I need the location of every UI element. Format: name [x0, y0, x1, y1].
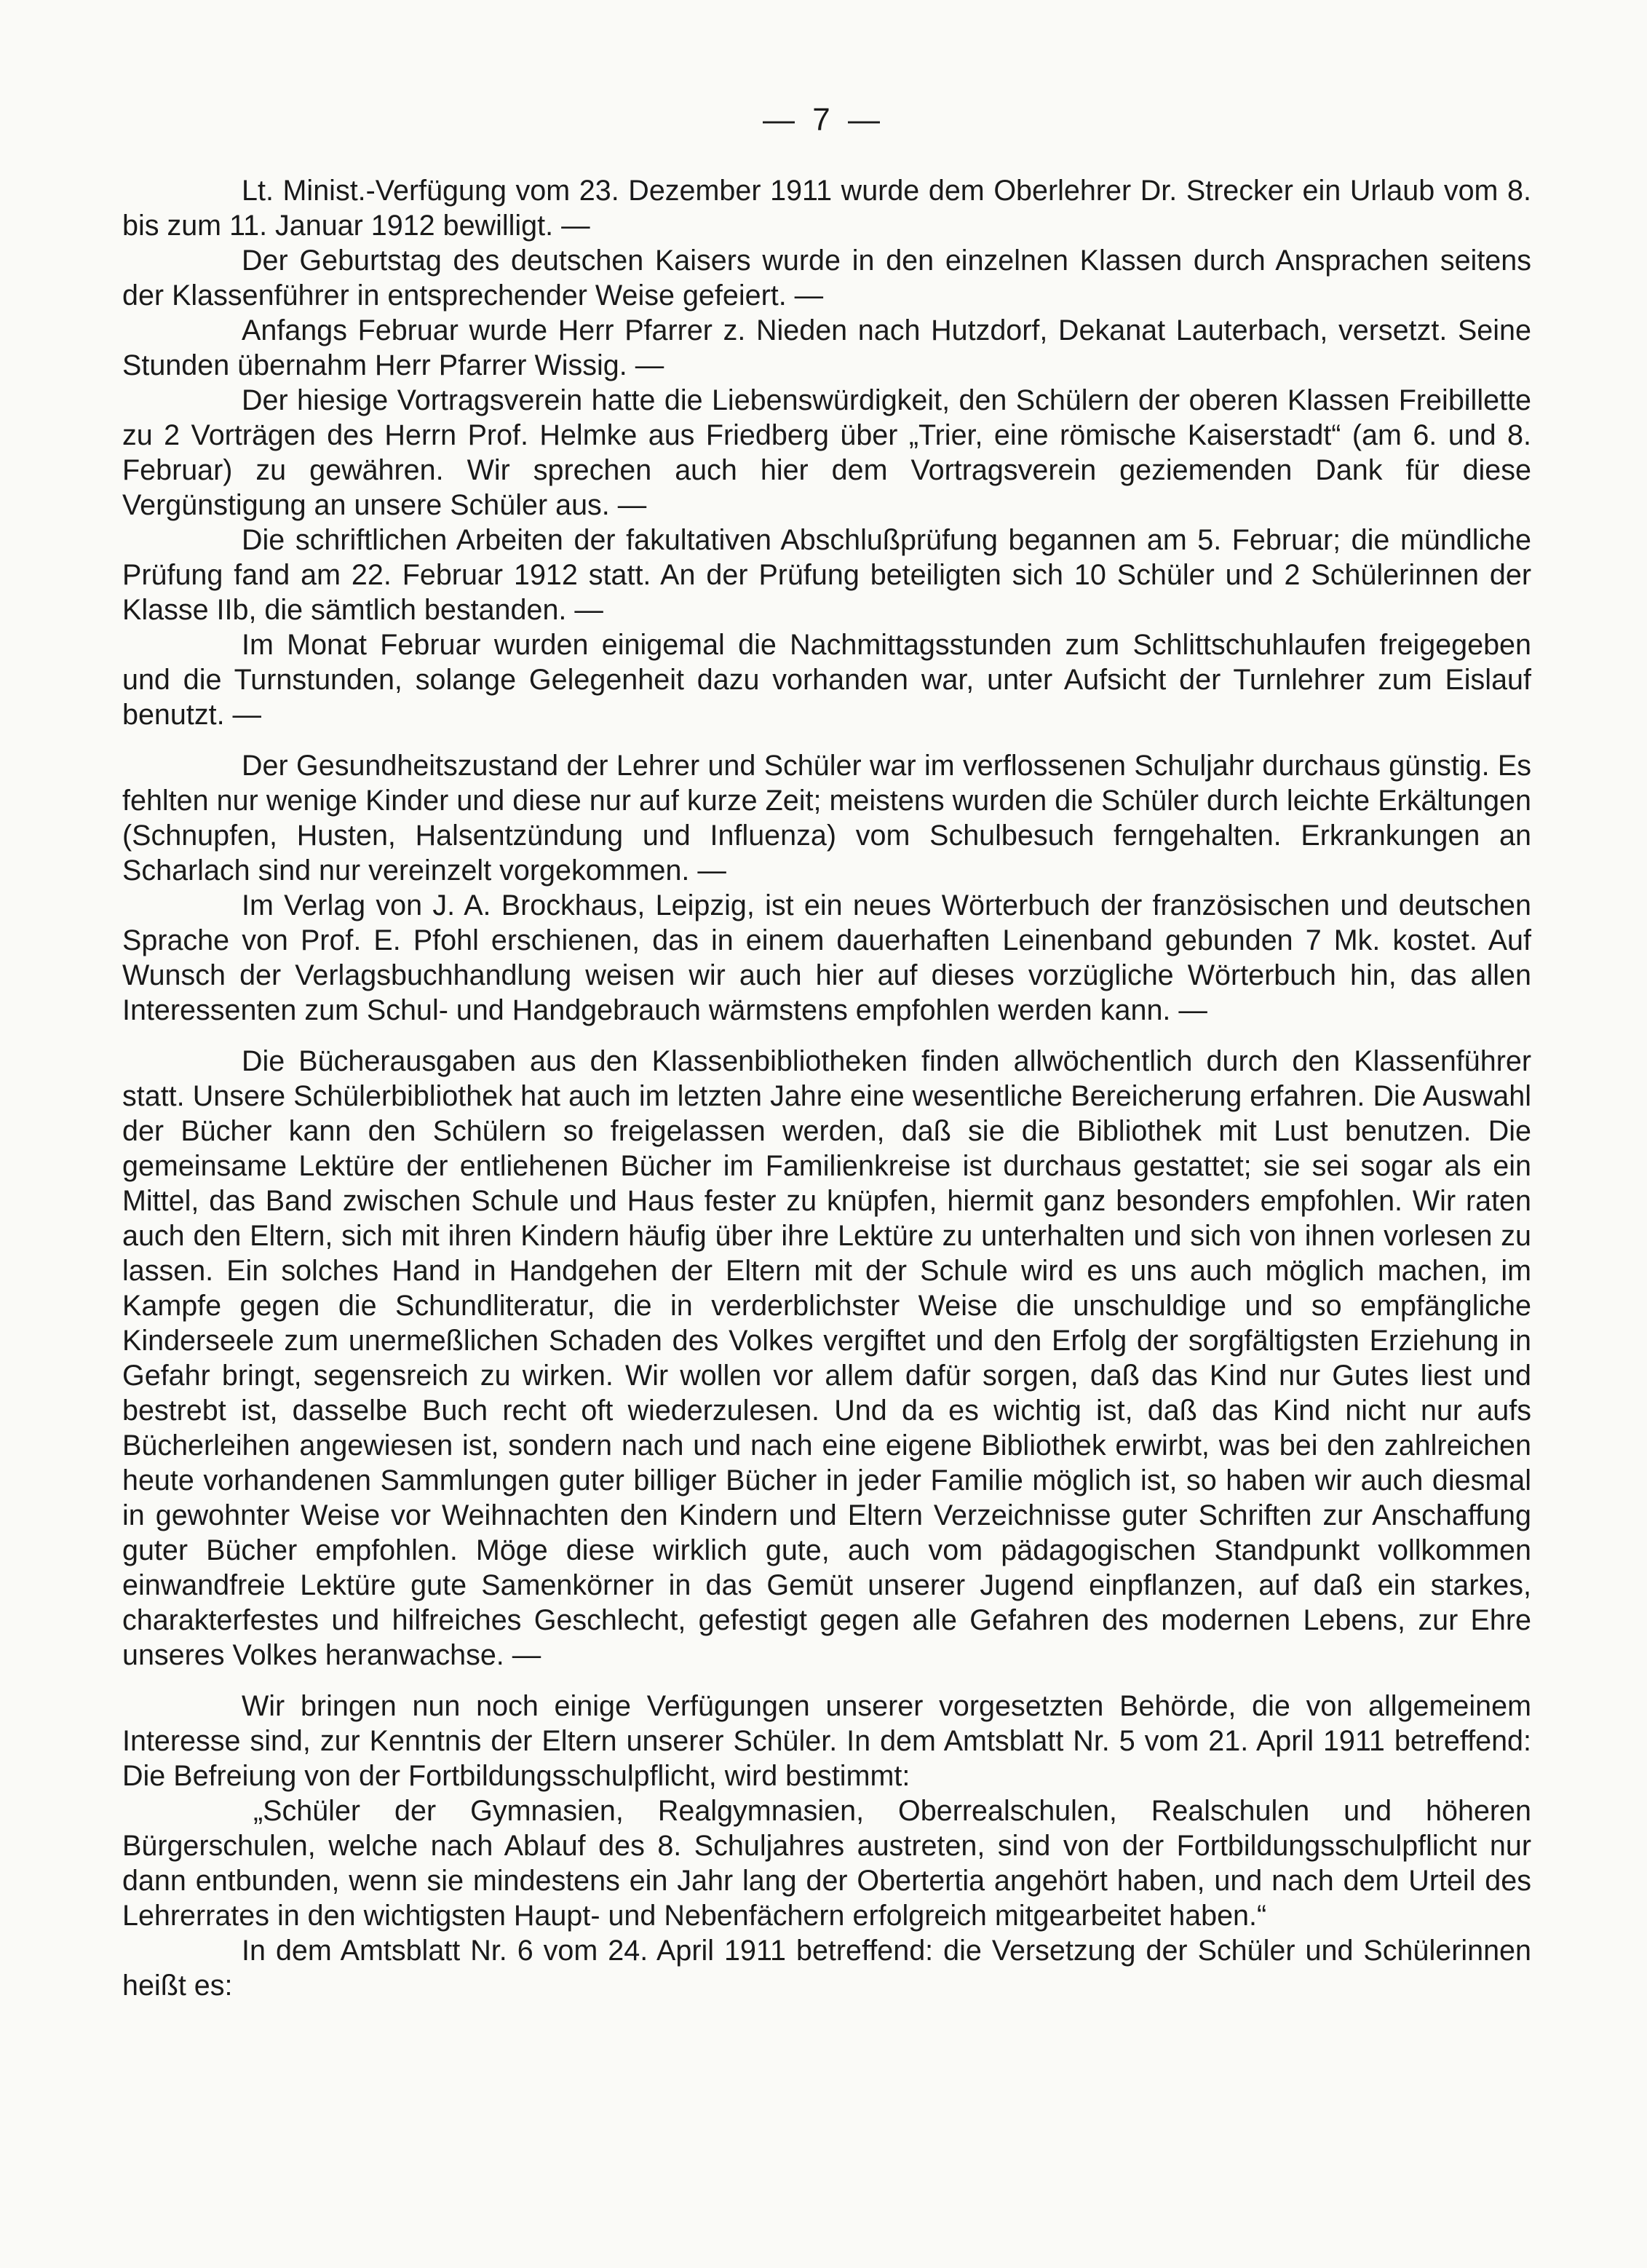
paragraph-gesundheitszustand: Der Gesundheitszustand der Lehrer und Schüler war im verflossenen Schuljahr durchaus günstig. Es fehlten nur wenige Kinder und diese nur auf kurze Zeit; meistens wurden die Schüler durch leichte Erkältungen (Schnupfen, Husten, Halsentzündung und Influenza) vom Schulbesuch ferngehalten. Erkrankungen an Scharlach sind nur vereinzelt vorgekommen. — [122, 750, 1531, 887]
paragraph-vortragsverein: Der hiesige Vortragsverein hatte die Liebenswürdigkeit, den Schülern der oberen Klassen Freibillette zu 2 Vorträgen des Herrn Prof. Helmke aus Friedberg über „Trier, eine römische Kaiserstadt“ (am 6. und 8. Februar) zu gewähren. Wir sprechen auch hier dem Vortragsverein geziemenden Dank für diese Vergünstigung an unsere Schüler aus. — [122, 384, 1531, 521]
paragraph-pfarrer: Anfangs Februar wurde Herr Pfarrer z. Nieden nach Hutzdorf, Dekanat Lauterbach, versetzt. Seine Stunden übernahm Herr Pfarrer Wissig. — [122, 314, 1531, 381]
paragraph-bibliothek: Die Bücherausgaben aus den Klassenbibliotheken finden allwöchentlich durch den Klassenführer statt. Unsere Schülerbibliothek hat auch im letzten Jahre eine wesentliche Bereicherung erfahren. Die Auswahl der Bücher kann den Schülern so freigelassen werden, daß sie die Bibliothek mit Lust benutzen. Die gemeinsame Lektüre der entliehenen Bücher im Familienkreise ist durchaus gestattet; sie sei sogar als ein Mittel, das Band zwischen Schule und Haus fester zu knüpfen, hiermit ganz besonders empfohlen. Wir raten auch den Eltern, sich mit ihren Kindern häufig über ihre Lektüre zu unterhalten und sich von ihnen vorlesen zu lassen. Ein solches Hand in Handgehen der Eltern mit der Schule wird es uns auch möglich machen, im Kampfe gegen die Schundliteratur, die in verderblichster Weise die unschuldige und so empfängliche Kinderseele zum unermeßlichen Schaden des Volkes vergiftet und den Erfolg der sorgfältigsten Erziehung in Gefahr bringt, segensreich zu wirken. Wir wollen vor allem dafür sorgen, daß das Kind nur Gutes liest und bestrebt ist, dasselbe Buch recht oft wiederzulesen. Und da es wichtig ist, daß das Kind nicht nur aufs Bücherleihen angewiesen ist, sondern nach und nach eine eigene Bibliothek erwirbt, was bei den zahlreichen heute vorhandenen Sammlungen guter billiger Bücher in jeder Familie möglich ist, so haben wir auch diesmal in gewohnter Weise vor Weihnachten den Kindern und Eltern Verzeichnisse guter Schriften zur Anschaffung guter Bücher empfohlen. Möge diese wirklich gute, auch vom pädagogischen Standpunkt vollkommen einwandfreie Lektüre gute Samenkörner in das Gemüt unserer Jugend einpflanzen, auf daß ein starkes, charakterfestes und hilfreiches Geschlecht, gefestigt gegen alle Gefahren des modernen Lebens, zur Ehre unseres Volkes heranwachse. — [122, 1045, 1531, 1671]
paragraph-geburtstag: Der Geburtstag des deutschen Kaisers wurde in den einzelnen Klassen durch Ansprachen seitens der Klassenführer in entsprechender Weise gefeiert. — [122, 245, 1531, 312]
paragraph-abschlusspruefung: Die schriftlichen Arbeiten der fakultativen Abschlußprüfung begannen am 5. Februar; die mündliche Prüfung fand am 22. Februar 1912 statt. An der Prüfung beteiligten sich 10 Schüler und 2 Schülerinnen der Klasse IIb, die sämtlich bestanden. — [122, 524, 1531, 626]
page-number: — 7 — [763, 102, 884, 138]
paragraph-versetzung: In dem Amtsblatt Nr. 6 vom 24. April 1911 betreffend: die Versetzung der Schüler und Schülerinnen heißt es: [122, 1935, 1531, 2002]
paragraph-verfuegungen: Wir bringen nun noch einige Verfügungen unserer vorgesetzten Behörde, die von allgemeinem Interesse sind, zur Kenntnis der Eltern unserer Schüler. In dem Amtsblatt Nr. 5 vom 21. April 1911 betreffend: Die Befreiung von der Fortbildungsschulpflicht, wird bestimmt: [122, 1690, 1531, 1792]
paragraph-woerterbuch: Im Verlag von J. A. Brockhaus, Leipzig, ist ein neues Wörterbuch der französischen und deutschen Sprache von Prof. E. Pfohl erschienen, das in einem dauerhaften Leinenband gebunden 7 Mk. kostet. Auf Wunsch der Verlagsbuchhandlung weisen wir auch hier auf dieses vorzügliche Wörterbuch hin, das allen Interessenten zum Schul- und Handgebrauch wärmstens empfohlen werden kann. — [122, 889, 1531, 1026]
body-text [122, 173, 1531, 2003]
paragraph-quote-fortbildungsschule: „Schüler der Gymnasien, Realgymnasien, Oberrealschulen, Realschulen und höheren Bürgerschulen, welche nach Ablauf des 8. Schuljahres austreten, sind von der Fortbildungsschulpflicht nur dann entbunden, wenn sie mindestens ein Jahr lang der Obertertia angehört haben, und nach dem Urteil des Lehrerrates in den wichtigsten Haupt- und Nebenfächern erfolgreich mitgearbeitet haben.“ [122, 1795, 1531, 1932]
paragraph-schlittschuhlaufen: Im Monat Februar wurden einigemal die Nachmittagsstunden zum Schlittschuhlaufen freigegeben und die Turnstunden, solange Gelegenheit dazu vorhanden war, unter Aufsicht der Turnlehrer zum Eislauf benutzt. — [122, 629, 1531, 731]
paragraph-urlaub: Lt. Minist.-Verfügung vom 23. Dezember 1911 wurde dem Oberlehrer Dr. Strecker ein Urlaub vom 8. bis zum 11. Januar 1912 bewilligt. — [122, 175, 1531, 242]
